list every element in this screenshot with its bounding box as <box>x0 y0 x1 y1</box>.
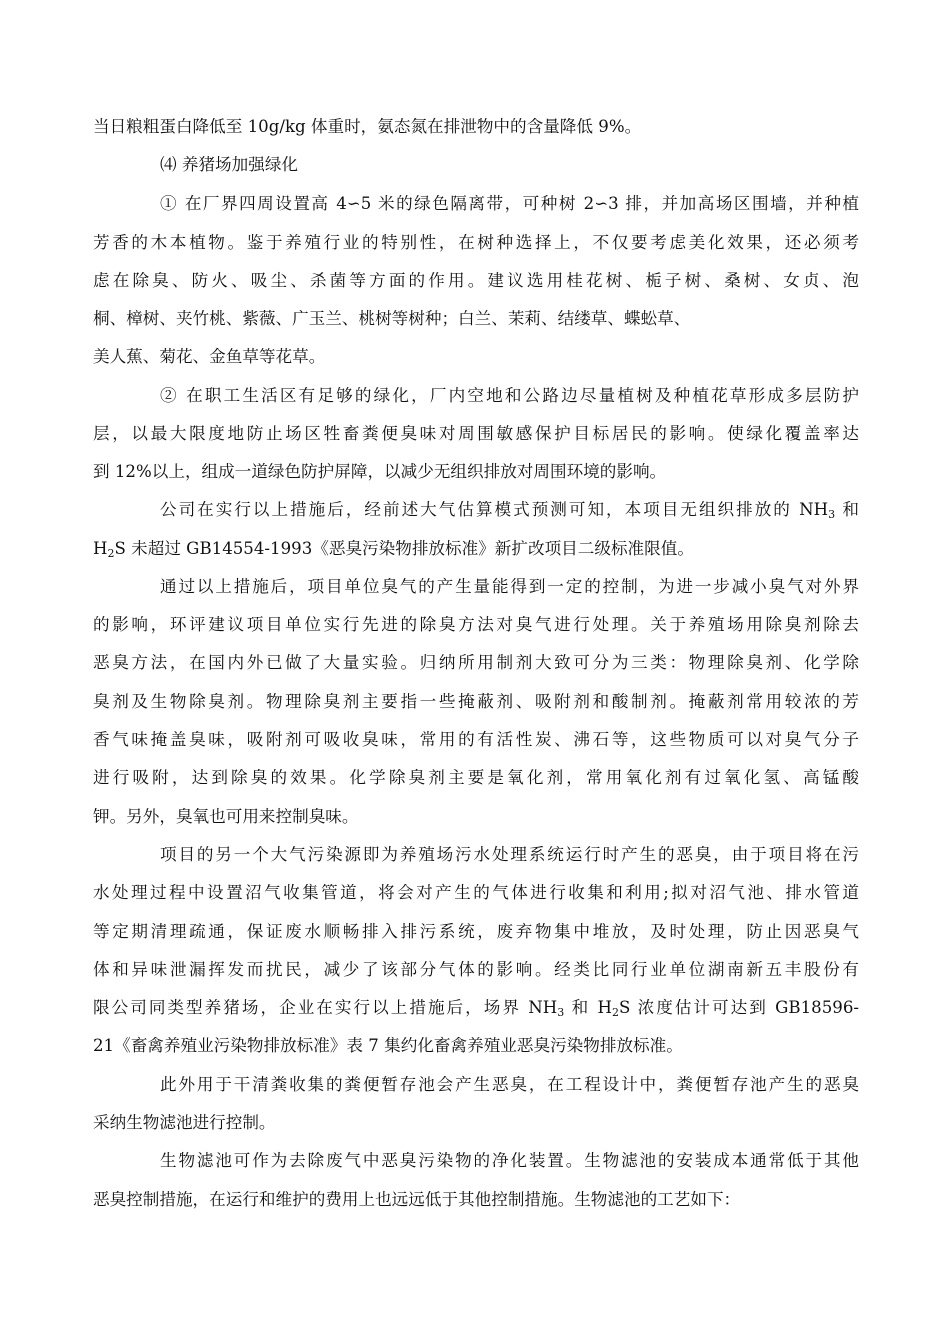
paragraph-line: 项目的另一个大气污染源即为养殖场污水处理系统运行时产生的恶臭，由于项目将在污 <box>160 845 859 864</box>
text-run: H <box>93 539 108 558</box>
paragraph-line: 体和异味泄漏挥发而扰民，减少了该部分气体的影响。经类比同行业单位湖南新五丰股份有 <box>93 960 859 979</box>
subscript: 2 <box>611 1006 619 1018</box>
text-run: 和 <box>835 500 859 519</box>
text-run: 和 H <box>564 998 612 1017</box>
paragraph-line: 采纳生物滤池进行控制。 <box>93 1113 276 1132</box>
subscript: 3 <box>557 1006 565 1018</box>
text-run: 限公司同类型养猪场，企业在实行以上措施后，场界 NH <box>93 998 558 1017</box>
paragraph-line: ② 在职工生活区有足够的绿化，厂内空地和公路边尽量植树及种植花草形成多层防护 <box>160 386 859 405</box>
paragraph-line: 21《畜禽养殖业污染物排放标准》表 7 集约化畜禽养殖业恶臭污染物排放标准。 <box>93 1036 683 1055</box>
paragraph-line: 生物滤池可作为去除废气中恶臭污染物的净化装置。生物滤池的安装成本通常低于其他 <box>160 1151 859 1170</box>
paragraph-line <box>160 500 859 520</box>
paragraph-line <box>93 539 859 559</box>
paragraph-line: 桐、樟树、夹竹桃、紫薇、广玉兰、桃树等树种；白兰、茉莉、结缕草、蝶蚣草、 <box>93 309 691 328</box>
paragraph-line: 芳香的木本植物。鉴于养殖行业的特别性，在树种选择上，不仅要考虑美化效果，还必须考 <box>93 233 859 252</box>
paragraph-line: 香气味掩盖臭味，吸附剂可吸收臭味，常用的有活性炭、沸石等，这些物质可以对臭气分子 <box>93 730 859 749</box>
subscript: 2 <box>107 547 115 559</box>
paragraph-line: 当日粮粗蛋白降低至 10g/kg 体重时，氨态氮在排泄物中的含量降低 9%。 <box>93 117 642 136</box>
text-run: 公司在实行以上措施后，经前述大气估算模式预测可知，本项目无组织排放的 NH <box>160 500 829 519</box>
paragraph-line: 虑在除臭、防火、吸尘、杀菌等方面的作用。建议选用桂花树、栀子树、桑树、女贞、泡 <box>93 271 859 290</box>
paragraph-line: 进行吸附，达到除臭的效果。化学除臭剂主要是氧化剂，常用氧化剂有过氧化氢、高锰酸 <box>93 768 859 787</box>
paragraph-line: 的影响，环评建议项目单位实行先进的除臭方法对臭气进行处理。关于养殖场用除臭剂除去 <box>93 615 859 634</box>
paragraph-line: 钾。另外，臭氧也可用来控制臭味。 <box>93 807 359 826</box>
paragraph-line: 水处理过程中设置沼气收集管道，将会对产生的气体进行收集和利用;拟对沼气池、排水管道 <box>93 883 859 902</box>
paragraph-line: 通过以上措施后，项目单位臭气的产生量能得到一定的控制，为进一步减小臭气对外界 <box>160 577 859 596</box>
paragraph-line: 到 12%以上，组成一道绿色防护屏障，以减少无组织排放对周围环境的影响。 <box>93 462 667 481</box>
text-run: S 未超过 GB14554-1993《恶臭污染物排放标准》新扩改项目二级标准限值。 <box>114 539 694 558</box>
text-run: S 浓度估计可达到 GB18596- <box>618 998 859 1017</box>
paragraph-line: ① 在厂界四周设置高 4∽5 米的绿色隔离带，可种树 2∽3 排，并加高场区围墙，并种植 <box>160 194 859 213</box>
paragraph-line <box>93 998 859 1018</box>
paragraph-line: 美人蕉、菊花、金鱼草等花草。 <box>93 347 326 366</box>
paragraph-line: 此外用于干清粪收集的粪便暂存池会产生恶臭，在工程设计中，粪便暂存池产生的恶臭 <box>160 1075 859 1094</box>
paragraph-line: 臭剂及生物除臭剂。物理除臭剂主要指一些掩蔽剂、吸附剂和酸制剂。掩蔽剂常用较浓的芳 <box>93 692 859 711</box>
section-heading: ⑷ 养猪场加强绿化 <box>160 155 299 174</box>
subscript: 3 <box>828 508 836 520</box>
paragraph-line: 恶臭方法，在国内外已做了大量实验。归纳所用制剂大致可分为三类：物理除臭剂、化学除 <box>93 653 859 672</box>
paragraph-line: 层，以最大限度地防止场区牲畜粪便臭味对周围敏感保护目标居民的影响。使绿化覆盖率达 <box>93 424 859 443</box>
paragraph-line: 恶臭控制措施，在运行和维护的费用上也远远低于其他控制措施。生物滤池的工艺如下： <box>93 1190 741 1209</box>
paragraph-line: 等定期清理疏通，保证废水顺畅排入排污系统，废弃物集中堆放，及时处理，防止因恶臭气 <box>93 922 859 941</box>
